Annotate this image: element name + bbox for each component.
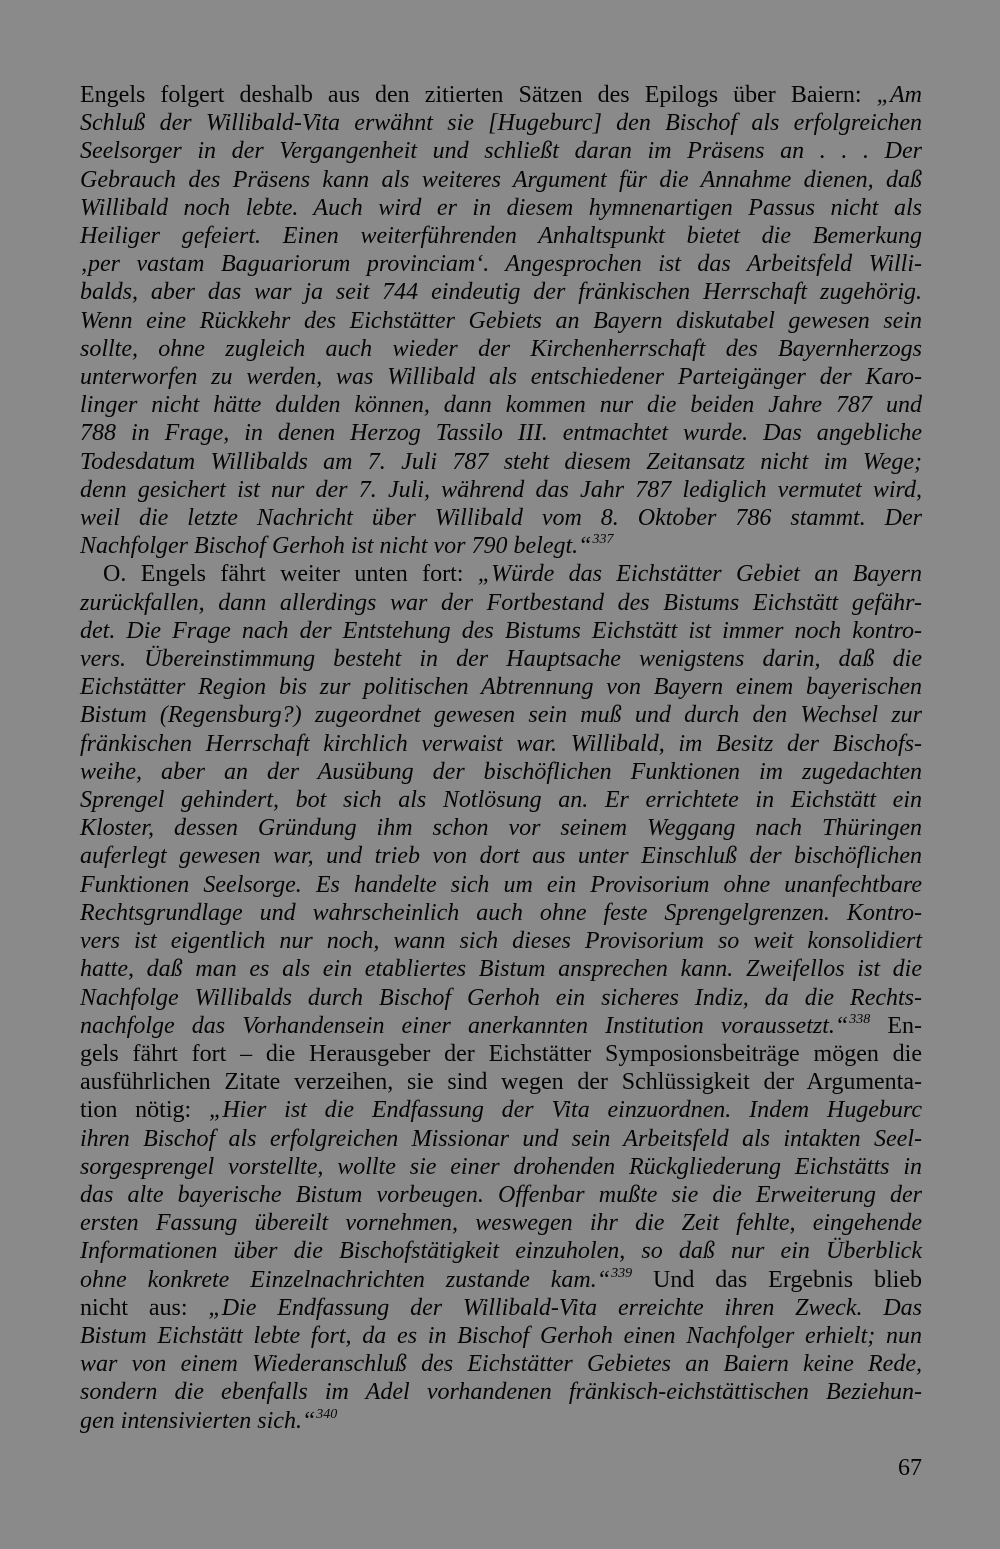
text-line xyxy=(80,1322,922,1350)
italic-text-run: linger nicht hätte dulden können, dann kommen nur die beiden Jahre 787 und xyxy=(80,392,922,419)
paragraph xyxy=(80,81,922,560)
italic-text-run: vers. Übereinstimmung besteht in der Hauptsache wenigstens darin, daß die xyxy=(80,646,922,673)
italic-text-run: sorgesprengel vorstellte, wollte sie einer drohenden Rückgliederung Eichstätts in xyxy=(80,1153,922,1180)
text-line xyxy=(80,363,922,391)
text-line xyxy=(80,1181,922,1209)
footnote-reference: 338 xyxy=(849,1011,871,1027)
text-line xyxy=(80,786,922,814)
text-line xyxy=(80,589,922,617)
page-number: 67 xyxy=(898,1455,922,1481)
italic-text-run: Nachfolge Willibalds durch Bischof Gerhoh ein sicheres Indiz, da die Rechts- xyxy=(80,984,922,1011)
italic-text-run: balds, aber das war ja seit 744 eindeutig der fränkischen Herrschaft zugehörig. xyxy=(80,279,922,306)
text-line xyxy=(80,842,922,870)
text-line xyxy=(80,617,922,645)
italic-text-run: Sprengel gehindert, bot sich als Notlösung an. Er errichtete in Eichstätt ein xyxy=(80,787,922,814)
text-line xyxy=(80,701,922,729)
text-line xyxy=(80,1040,922,1068)
text-line xyxy=(80,984,922,1012)
text-line xyxy=(80,1125,922,1153)
text-line xyxy=(80,222,922,250)
italic-text-run: Schluß der Willibald-Vita erwähnt sie [Hugeburc] den Bischof als erfolgreichen xyxy=(80,110,922,137)
italic-text-run: gen intensivierten sich.“ xyxy=(80,1407,316,1434)
italic-text-run: Eichstätter Region bis zur politischen Abtrennung von Bayern einem bayerischen xyxy=(80,674,922,701)
italic-text-run: ohne konkrete Einzelnachrichten zustande kam.“ xyxy=(80,1266,611,1293)
italic-text-run: „Hier ist die Endfassung der Vita einzuordnen. Indem Hugeburc xyxy=(209,1097,922,1124)
italic-text-run: auferlegt gewesen war, und trieb von dort aus unter Einschluß der bischöflichen xyxy=(80,843,922,870)
italic-text-run: sondern die ebenfalls im Adel vorhandenen fränkisch-eichstättischen Beziehun- xyxy=(80,1379,922,1406)
paragraph xyxy=(80,560,922,1434)
text-line xyxy=(80,1096,922,1124)
text-line xyxy=(80,476,922,504)
text-line xyxy=(80,730,922,758)
italic-text-run: denn gesichert ist nur der 7. Juli, während das Jahr 787 lediglich vermutet wird, xyxy=(80,476,922,503)
text-line xyxy=(80,448,922,476)
italic-text-run: Bistum Eichstätt lebte fort, da es in Bischof Gerhoh einen Nachfolger erhielt; nun xyxy=(80,1322,922,1349)
italic-text-run: weil die letzte Nachricht über Willibald vom 8. Oktober 786 stammt. Der xyxy=(80,505,922,532)
italic-text-run: Seelsorger in der Vergangenheit und schließt daran im Präsens an . . . Der xyxy=(80,138,922,165)
italic-text-run: das alte bayerische Bistum vorbeugen. Offenbar mußte sie die Erweiterung der xyxy=(80,1181,922,1208)
italic-text-run: „Würde das Eichstätter Gebiet an Bayern xyxy=(477,561,923,588)
italic-text-run: unterworfen zu werden, was Willibald als entschiedener Parteigänger der Karo- xyxy=(80,364,922,391)
text-line xyxy=(80,335,922,363)
text-line xyxy=(80,1294,922,1322)
italic-text-run: „Die Endfassung der Willibald-Vita erreichte ihren Zweck. Das xyxy=(208,1294,923,1321)
italic-text-run: ihren Bischof als erfolgreichen Missionar und sein Arbeitsfeld als intakten Seel- xyxy=(80,1125,922,1152)
italic-text-run: hatte, daß man es als ein etabliertes Bistum ansprechen kann. Zweifellos ist die xyxy=(80,956,922,983)
text-line xyxy=(80,1350,922,1378)
text-line xyxy=(80,1012,922,1040)
text-line xyxy=(80,1407,922,1435)
text-line xyxy=(80,504,922,532)
text-line xyxy=(80,1237,922,1265)
text-run: ausführlichen Zitate verzeihen, sie sind wegen der Schlüssigkeit der Argumenta- xyxy=(80,1069,922,1096)
italic-text-run: det. Die Frage nach der Entstehung des Bistums Eichstätt ist immer noch kontro- xyxy=(80,617,922,644)
text-run: O. Engels fährt weiter unten fort: xyxy=(103,561,478,588)
text-line xyxy=(80,166,922,194)
text-line xyxy=(80,871,922,899)
text-line xyxy=(80,814,922,842)
italic-text-run: Informationen über die Bischofstätigkeit einzuholen, so daß nur ein Überblick xyxy=(80,1238,922,1265)
italic-text-run: zurückfallen, dann allerdings war der Fortbestand des Bistums Eichstätt gefähr- xyxy=(80,589,922,616)
italic-text-run: fränkischen Herrschaft kirchlich verwaist war. Willibald, im Besitz der Bischofs- xyxy=(80,730,922,757)
italic-text-run: Gebrauch des Präsens kann als weiteres Argument für die Annahme dienen, daß xyxy=(80,166,922,193)
italic-text-run: sollte, ohne zugleich auch wieder der Kirchenherrschaft des Bayernherzogs xyxy=(80,335,922,362)
text-line xyxy=(80,1068,922,1096)
text-line xyxy=(80,927,922,955)
italic-text-run: weihe, aber an der Ausübung der bischöflichen Funktionen im zugedachten xyxy=(80,758,922,785)
footnote-reference: 337 xyxy=(592,532,614,548)
text-line xyxy=(80,137,922,165)
text-line xyxy=(80,1378,922,1406)
text-line xyxy=(80,1266,922,1294)
italic-text-run: Nachfolger Bischof Gerhoh ist nicht vor 790 belegt.“ xyxy=(80,533,592,560)
text-line xyxy=(80,673,922,701)
text-line xyxy=(80,899,922,927)
text-line xyxy=(80,955,922,983)
text-line xyxy=(80,194,922,222)
italic-text-run: Rechtsgrundlage und wahrscheinlich auch ohne feste Sprengelgrenzen. Kontro- xyxy=(80,899,922,926)
italic-text-run: ersten Fassung übereilt vornehmen, weswegen ihr die Zeit fehlte, eingehende xyxy=(80,1210,922,1237)
italic-text-run: Heiliger gefeiert. Einen weiterführenden Anhaltspunkt bietet die Bemerkung xyxy=(80,223,922,250)
text-line xyxy=(80,1153,922,1181)
text-line xyxy=(80,307,922,335)
italic-text-run: nachfolge das Vorhandensein einer anerkannten Institution voraussetzt.“ xyxy=(80,1012,849,1039)
italic-text-run: Kloster, dessen Gründung ihm schon vor seinem Weggang nach Thüringen xyxy=(80,815,922,842)
italic-text-run: Wenn eine Rückkehr des Eichstätter Gebiets an Bayern diskutabel gewesen sein xyxy=(80,307,922,334)
text-line xyxy=(80,758,922,786)
footnote-reference: 340 xyxy=(316,1406,338,1422)
body-text xyxy=(80,81,922,1435)
text-run: En- xyxy=(870,1012,923,1039)
italic-text-run: „Am xyxy=(876,82,922,108)
text-line xyxy=(80,278,922,306)
italic-text-run: war von einem Wiederanschluß des Eichstätter Gebietes an Baiern keine Rede, xyxy=(80,1351,922,1378)
text-run: tion nötig: xyxy=(80,1097,209,1124)
text-line xyxy=(80,532,922,560)
italic-text-run: Funktionen Seelsorge. Es handelte sich um ein Provisorium ohne unanfechtbare xyxy=(80,871,922,898)
text-line xyxy=(80,109,922,137)
text-run: nicht aus: xyxy=(80,1294,209,1321)
text-line xyxy=(80,419,922,447)
text-run: Und das Ergebnis blieb xyxy=(632,1266,922,1293)
text-run: Engels folgert deshalb aus den zitierten Sätzen des Epilogs über Baiern: xyxy=(80,82,877,108)
footnote-reference: 339 xyxy=(611,1265,633,1281)
text-run: gels fährt fort – die Herausgeber der Eichstätter Symposionsbeiträge mögen die xyxy=(80,1040,922,1067)
text-line xyxy=(80,250,922,278)
text-line xyxy=(80,645,922,673)
text-line xyxy=(80,391,922,419)
text-line xyxy=(80,81,922,109)
italic-text-run: Todesdatum Willibalds am 7. Juli 787 steht diesem Zeitansatz nicht im Wege; xyxy=(80,448,922,475)
text-line xyxy=(80,1209,922,1237)
italic-text-run: Bistum (Regensburg?) zugeordnet gewesen sein muß und durch den Wechsel zur xyxy=(80,702,922,729)
italic-text-run: Willibald noch lebte. Auch wird er in diesem hymnenartigen Passus nicht als xyxy=(80,194,922,221)
italic-text-run: vers ist eigentlich nur noch, wann sich dieses Provisorium so weit konsolidiert xyxy=(80,928,922,955)
italic-text-run: 788 in Frage, in denen Herzog Tassilo III. entmachtet wurde. Das angebliche xyxy=(80,420,922,447)
text-line xyxy=(80,560,922,588)
italic-text-run: ‚per vastam Baguariorum provinciam‘. Angesprochen ist das Arbeitsfeld Willi- xyxy=(80,251,922,278)
